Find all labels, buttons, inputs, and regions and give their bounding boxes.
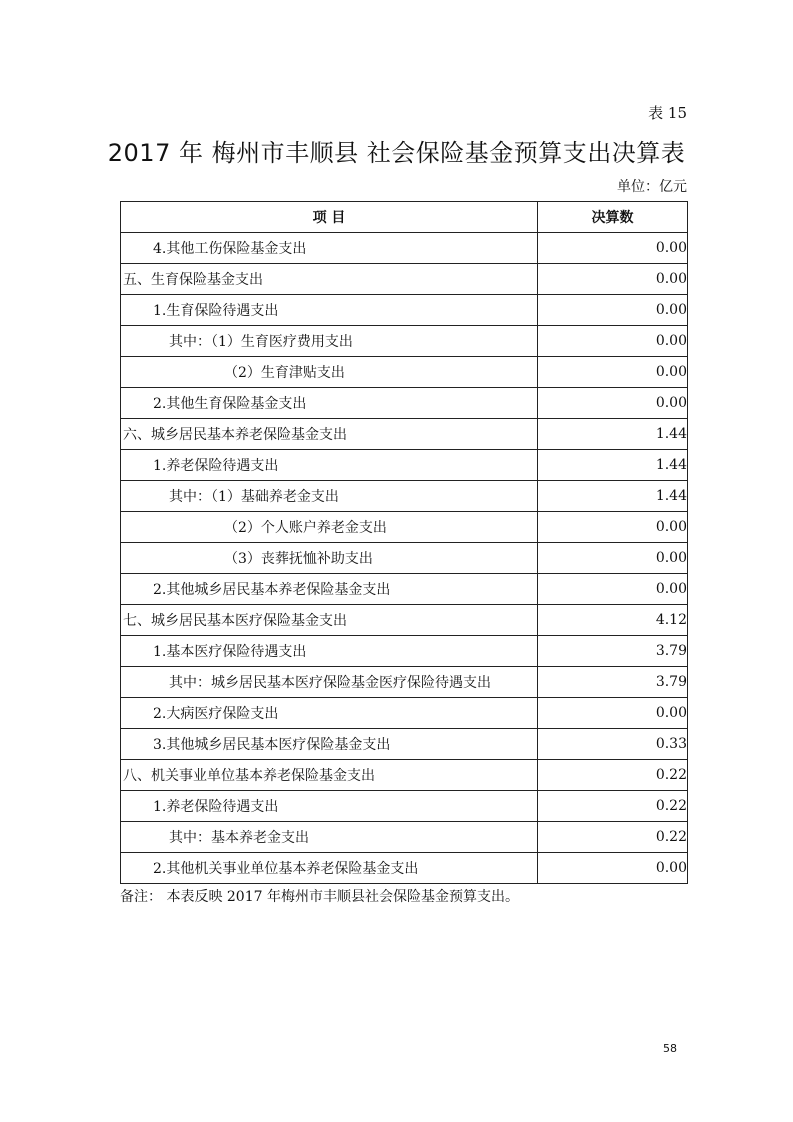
row-amount: 3.79: [538, 667, 688, 698]
row-amount: 0.00: [538, 698, 688, 729]
row-amount: 0.00: [538, 512, 688, 543]
row-item-name: 其中：城乡居民基本医疗保险基金医疗保险待遇支出: [121, 667, 538, 698]
row-amount: 0.22: [538, 760, 688, 791]
row-amount: 0.00: [538, 233, 688, 264]
row-item-name: （2）个人账户养老金支出: [121, 512, 538, 543]
row-amount: 0.22: [538, 822, 688, 853]
unit-label: 单位：亿元: [617, 179, 687, 195]
row-amount: 0.00: [538, 326, 688, 357]
table-row: [121, 760, 688, 791]
row-amount: 0.00: [538, 574, 688, 605]
table-row: [121, 543, 688, 574]
table-row: [121, 729, 688, 760]
row-item-name: 2.其他城乡居民基本养老保险基金支出: [121, 574, 538, 605]
row-item-name: 八、机关事业单位基本养老保险基金支出: [121, 760, 538, 791]
row-amount: 0.00: [538, 853, 688, 884]
table-row: [121, 326, 688, 357]
row-item-name: 4.其他工伤保险基金支出: [121, 233, 538, 264]
table-body: [121, 233, 688, 884]
page-title: 2017 年 梅州市丰顺县 社会保险基金预算支出决算表: [107, 139, 686, 167]
page-number: 58: [663, 1042, 677, 1055]
row-amount: 1.44: [538, 481, 688, 512]
table-row: [121, 295, 688, 326]
row-amount: 0.00: [538, 543, 688, 574]
row-item-name: 2.其他生育保险基金支出: [121, 388, 538, 419]
row-item-name: 七、城乡居民基本医疗保险基金支出: [121, 605, 538, 636]
footnote: 备注： 本表反映 2017 年梅州市丰顺县社会保险基金预算支出。: [120, 889, 519, 905]
row-item-name: 1.生育保险待遇支出: [121, 295, 538, 326]
budget-table: [120, 201, 688, 884]
table-row: [121, 574, 688, 605]
table-row: [121, 419, 688, 450]
row-item-name: 其中：（1）基础养老金支出: [121, 481, 538, 512]
row-item-name: 1.养老保险待遇支出: [121, 450, 538, 481]
table-row: [121, 264, 688, 295]
table-row: [121, 667, 688, 698]
row-amount: 1.44: [538, 450, 688, 481]
table-row: [121, 636, 688, 667]
table-row: [121, 822, 688, 853]
table-number: 表 15: [648, 104, 687, 122]
table-row: [121, 481, 688, 512]
column-header-amount: 决算数: [538, 202, 688, 233]
row-item-name: 六、城乡居民基本养老保险基金支出: [121, 419, 538, 450]
row-amount: 0.00: [538, 295, 688, 326]
row-item-name: 2.大病医疗保险支出: [121, 698, 538, 729]
table-row: [121, 388, 688, 419]
table-row: [121, 605, 688, 636]
row-amount: 1.44: [538, 419, 688, 450]
row-item-name: 1.养老保险待遇支出: [121, 791, 538, 822]
row-amount: 0.00: [538, 388, 688, 419]
row-amount: 0.00: [538, 357, 688, 388]
row-item-name: 2.其他机关事业单位基本养老保险基金支出: [121, 853, 538, 884]
row-amount: 0.00: [538, 264, 688, 295]
row-item-name: 五、生育保险基金支出: [121, 264, 538, 295]
table-row: [121, 853, 688, 884]
row-amount: 3.79: [538, 636, 688, 667]
row-item-name: 其中：基本养老金支出: [121, 822, 538, 853]
table-header-row: [121, 202, 688, 233]
row-item-name: （3）丧葬抚恤补助支出: [121, 543, 538, 574]
row-item-name: （2）生育津贴支出: [121, 357, 538, 388]
table-row: [121, 698, 688, 729]
row-amount: 4.12: [538, 605, 688, 636]
row-amount: 0.33: [538, 729, 688, 760]
row-item-name: 其中：（1）生育医疗费用支出: [121, 326, 538, 357]
row-item-name: 1.基本医疗保险待遇支出: [121, 636, 538, 667]
table-row: [121, 512, 688, 543]
table-row: [121, 791, 688, 822]
table-row: [121, 450, 688, 481]
column-header-item: 项 目: [121, 202, 538, 233]
table-row: [121, 233, 688, 264]
table-row: [121, 357, 688, 388]
row-item-name: 3.其他城乡居民基本医疗保险基金支出: [121, 729, 538, 760]
row-amount: 0.22: [538, 791, 688, 822]
